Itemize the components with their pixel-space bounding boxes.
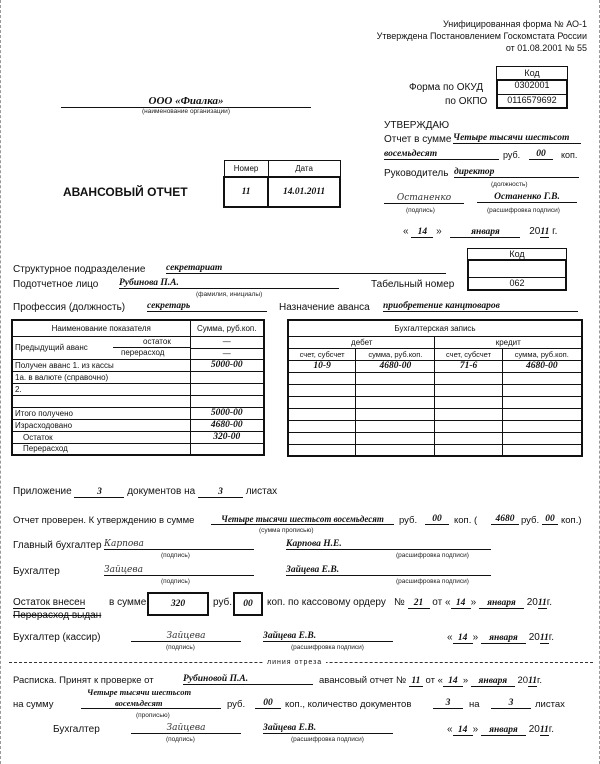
check-words: Четыре тысячи шестьсот восемьдесят <box>211 514 394 525</box>
check-label: Отчет проверен. К утверждению в сумме <box>13 515 195 526</box>
table-row-value: 4680-00 <box>190 419 264 431</box>
accountant-label: Бухгалтер <box>13 566 60 577</box>
approve-kop: коп. <box>561 150 578 160</box>
receipt-name: Зайцева Е.В. <box>263 723 393 734</box>
deposit-order: № 21 от « 14 » января 2011г. <box>394 597 553 608</box>
col-header: счет, субсчет <box>288 348 356 360</box>
approve-sum-words2: восемьдесят <box>384 149 499 160</box>
accountant-name: Зайцева Е.В. <box>286 565 491 576</box>
table-row-value: 320-00 <box>190 431 264 443</box>
table-row-label: 1а. в валюте (справочно) <box>12 371 190 383</box>
table-row-value <box>190 443 264 455</box>
col-header: счет, субсчет <box>435 348 502 360</box>
cut-line-label: линия отреза <box>263 659 326 666</box>
cashier-name: Зайцева Е.В. <box>263 631 393 642</box>
person-value: Рубинова П.А. <box>119 278 339 289</box>
deposit-perer: Перерасход выдан <box>13 610 102 621</box>
header-line: от 01.08.2001 № 55 <box>505 43 587 53</box>
table-row-value <box>190 395 264 407</box>
kod-header-2: Код <box>467 248 567 260</box>
person-caption: (фамилия, инициалы) <box>196 291 263 298</box>
table-row-label: Перерасход <box>12 443 190 455</box>
receipt-label: Расписка. Принят к проверке от <box>13 675 154 686</box>
approve-sum-label: Отчет в сумме <box>384 134 452 145</box>
appendix-docs: 3 <box>74 487 124 498</box>
table-row-value: 5000-00 <box>190 359 264 371</box>
advance-table <box>11 319 265 456</box>
number-label: Номер <box>224 161 268 177</box>
col-header: сумма, руб.коп. <box>502 348 582 360</box>
tab-label: Табельный номер <box>371 279 455 290</box>
receipt-sum-words2: восемьдесят <box>81 698 221 709</box>
header-line: Утверждена Постановлением Госкомстата России <box>376 31 587 41</box>
debet-header: дебет <box>288 336 435 348</box>
col-header: Наименование показателя <box>12 320 190 336</box>
receipt-docs: 3 <box>433 698 463 709</box>
table-row-label: 2. <box>12 383 190 395</box>
dept-label: Структурное подразделение <box>13 264 146 275</box>
approve-year: 11 <box>540 227 550 237</box>
okud-label: Форма по ОКУД <box>409 82 484 93</box>
approve-date: « 14 » января 2011 г. <box>403 226 558 237</box>
table-cell: 4680-00 <box>502 360 582 372</box>
table-cell: 4680-00 <box>356 360 435 372</box>
head-label: Руководитель <box>384 168 449 179</box>
table-row-label: Получен аванс 1. из кассы <box>12 359 190 371</box>
okud-value: 0302001 <box>514 80 550 90</box>
purpose-label: Назначение аванса <box>279 302 370 313</box>
receipt-date: « 14 » января 2011г. <box>447 724 555 735</box>
table-row-label: Итого получено <box>12 407 190 419</box>
approve-sum-words: Четыре тысячи шестьсот <box>453 133 581 144</box>
purpose-value: приобретение канцтоваров <box>383 301 578 312</box>
check-kop: 00 <box>425 514 449 525</box>
cashier-label: Бухгалтер (кассир) <box>13 632 101 643</box>
table-row-value <box>190 371 264 383</box>
org-caption: (наименование организации) <box>142 108 230 115</box>
deposit-order-num: 21 <box>408 598 430 609</box>
position-caption: (должность) <box>491 181 528 188</box>
approve-kop-value: 00 <box>529 149 553 160</box>
date-label: Дата <box>268 161 340 177</box>
chief-signature: Карпова <box>104 539 254 550</box>
prof-value: секретарь <box>147 301 267 312</box>
prev-advance-cell: Предыдущий аванс остаток перерасход <box>12 336 190 359</box>
table-row-label <box>12 395 190 407</box>
org-name: ООО «Фиалка» <box>61 95 311 108</box>
dept-value: секретариат <box>166 263 446 274</box>
prev-advance-values: — — <box>190 336 264 359</box>
chief-label: Главный бухгалтер <box>13 540 102 551</box>
prof-label: Профессия (должность) <box>13 302 126 313</box>
table-row-label: Остаток <box>12 431 190 443</box>
person-label: Подотчетное лицо <box>13 279 99 290</box>
table-cell: 10-9 <box>288 360 356 372</box>
header-line: Унифицированная форма № АО-1 <box>442 19 587 29</box>
head-name: Останенко Г.В. <box>477 192 577 203</box>
head-signature: Останенко <box>384 193 464 204</box>
accounting-table <box>287 319 583 457</box>
accounting-header: Бухгалтерская запись <box>288 320 582 336</box>
receipt-report: авансовый отчет № 11 от « 14 » января 2011г. <box>319 675 542 686</box>
approve-day: 14 <box>411 227 433 238</box>
name-caption: (расшифровка подписи) <box>487 207 560 214</box>
approve-title: УТВЕРЖДАЮ <box>384 120 450 131</box>
approve-rub: руб. <box>503 150 521 160</box>
doc-title: АВАНСОВЫЙ ОТЧЕТ <box>63 185 188 199</box>
col-header: Сумма, руб.коп. <box>190 320 264 336</box>
doc-number: 11 <box>224 177 268 207</box>
receipt-sum-words: Четыре тысячи шестьсот <box>87 687 192 697</box>
deposit-kop: 00 <box>233 592 263 616</box>
kod-header: Код <box>496 66 568 80</box>
receipt-sheets: 3 <box>491 698 531 709</box>
doc-date: 14.01.2011 <box>268 177 340 207</box>
appendix-line: Приложение 3 документов на 3 листах <box>13 486 278 497</box>
tab-number: 062 <box>469 277 565 288</box>
doc-number-table <box>223 160 341 208</box>
col-header: сумма, руб.коп. <box>356 348 435 360</box>
okpo-value: 0116579692 <box>498 94 566 105</box>
form-page: Унифицированная форма № АО-1 Утверждена Постановлением Госкомстата России от 01.08.2001 № 55 Код 0302001 0116579692 Форма по ОКУД по ОКПО ООО «Фиалка» (наименование организации) АВАНСОВЫЙ ОТЧЕТ Номер Дата 11 14.01.2011 УТВЕРЖДАЮ Отчет в сумме Четыре тысячи шестьсот восемьдесят руб. 00 коп. Руководитель директор (должность) Останенко Останенко Г.В. (подпись) (расшифровка подписи) « 14 » января 2011 г. Код 062 Структурное подразделение секретариат Подотчетное лицо Рубинова П.А. (фамилия, инициалы) Табельный номер Профессия (должность) секретарь Назначение аванса приобретение канцтоваров Наименование показателя Сумма, руб.коп. Предыдущий аванс остаток перерасход — — Получен аванс 1. из кассы 5000-00 1а. в валюте (справочно) 2. Итого получено 5000-00 Израсходовано 4680-00 Остаток 320-00 Перерасход Бухгалтерская запись дебет кредит счет, субсчет сумма, руб.коп. счет, субсчет сумма, руб.коп. 10-9 4680-00 71-6 4680-00 Приложение 3 документов на 3 листах Отчет проверен. К утверждению в сумме Четыре тысячи шестьсот восемьдесят руб. 00 коп. ( 4680 руб. 00 коп.) (сумма прописью) Главный бухгалтер Карпова Карпова Н.Е. (подпись) (расшифровка подписи) Бухгалтер Зайцева Зайцева Е.В. (подпись) (расшифровка подписи) Остаток внесен Перерасход выдан в сумме 320 руб. 00 коп. по кассовому ордеру № 21 от « 14 » января 2011г. Бухгалтер (кассир) Зайцева Зайцева Е.В. (подпись) (расшифровка подписи) « 14 » января 2011г. линия отреза Расписка. Принят к проверке от Рубиновой П.А. авансовый отчет № 11 от « 14 » января 2011г. Четыре тысячи шестьсот на сумму восемьдесят руб. 00 коп., количество документов 3 на 3 листах (прописью) Бухгалтер Зайцева Зайцева Е.В. (подпись) (расшифровка подписи) « 14 » января 2011г. <box>0 0 600 764</box>
deposit-sum: 320 <box>147 592 209 616</box>
chief-name: Карпова Н.Е. <box>286 539 491 550</box>
cashier-signature: Зайцева <box>131 631 241 642</box>
receipt-acc-label: Бухгалтер <box>53 724 100 735</box>
receipt-signature: Зайцева <box>131 723 241 734</box>
check-number: 4680 <box>491 514 519 525</box>
accountant-signature: Зайцева <box>104 565 254 576</box>
table-cell: 71-6 <box>435 360 502 372</box>
check-caption: (сумма прописью) <box>259 527 314 534</box>
head-position: директор <box>454 167 579 178</box>
okpo-label: по ОКПО <box>445 96 488 107</box>
deposit-ost: Остаток внесен <box>13 597 86 608</box>
table-row-value: 5000-00 <box>190 407 264 419</box>
appendix-sheets: 3 <box>198 487 243 498</box>
table-row-value <box>190 383 264 395</box>
kredit-header: кредит <box>435 336 582 348</box>
table-row-label: Израсходовано <box>12 419 190 431</box>
approve-month: января <box>450 227 520 238</box>
cashier-date: « 14 » января 2011г. <box>447 632 555 643</box>
form-header <box>377 18 587 54</box>
receipt-from: Рубиновой П.А. <box>183 674 313 685</box>
sign-caption: (подпись) <box>406 207 435 214</box>
